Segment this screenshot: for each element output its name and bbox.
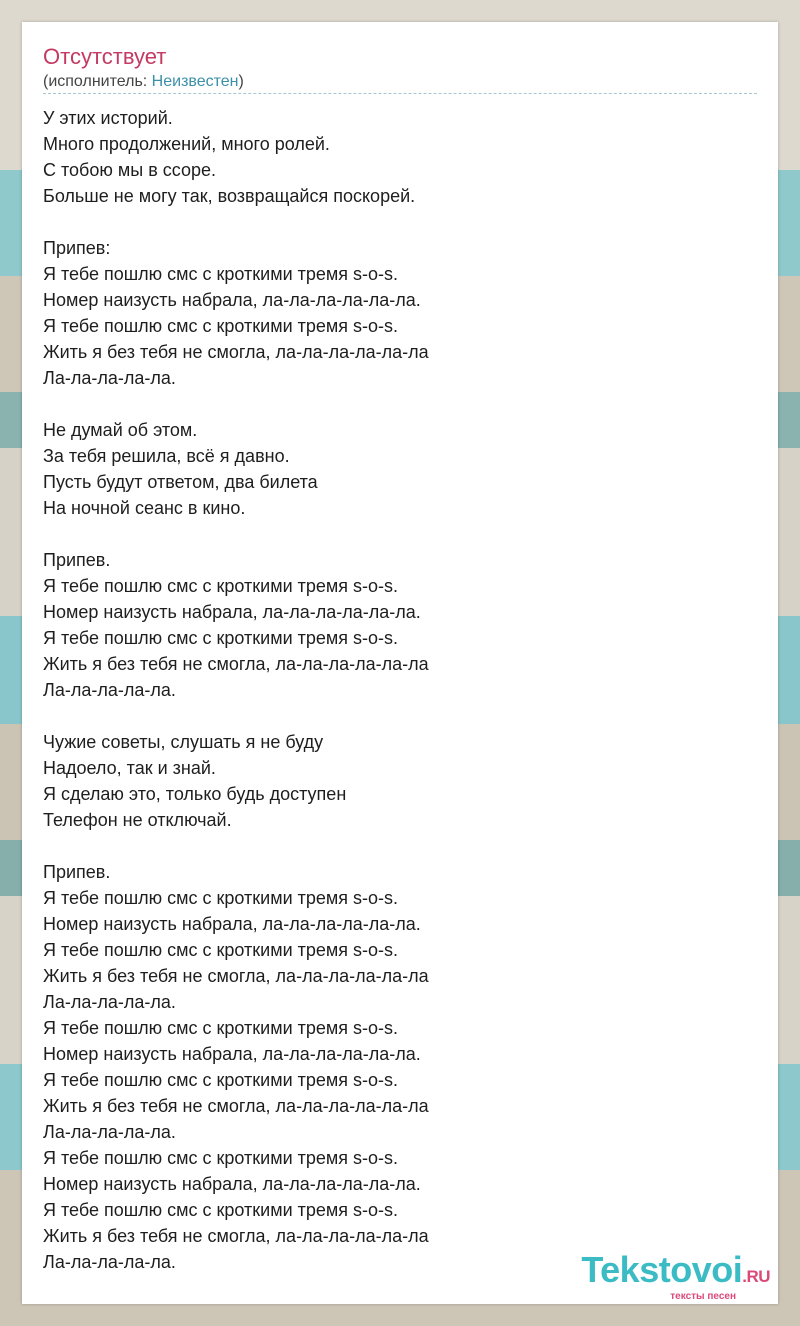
artist-suffix: )	[238, 73, 244, 90]
lyrics-card	[22, 22, 778, 1304]
lyrics-line: Я тебе пошлю смс с кроткими тремя s-o-s.	[43, 316, 399, 336]
lyrics-stanza	[43, 417, 743, 521]
lyrics-line: Жить я без тебя не смогла, ла-ла-ла-ла-ла-ла	[43, 1226, 429, 1246]
lyrics-line: Ла-ла-ла-ла-ла.	[43, 680, 176, 700]
lyrics-line: Жить я без тебя не смогла, ла-ла-ла-ла-ла-ла	[43, 654, 429, 674]
lyrics-line: Много продолжений, много ролей.	[43, 134, 330, 154]
lyrics-line: Больше не могу так, возвращайся поскорей.	[43, 186, 416, 206]
lyrics-line: Надоело, так и знай.	[43, 758, 216, 778]
lyrics-line: Я тебе пошлю смс с кроткими тремя s-o-s.	[43, 1070, 399, 1090]
lyrics-line: Номер наизусть набрала, ла-ла-ла-ла-ла-ла.	[43, 1174, 421, 1194]
lyrics-line: Я тебе пошлю смс с кроткими тремя s-o-s.	[43, 1018, 399, 1038]
lyrics-stanza	[43, 859, 743, 1275]
lyrics-line: Я тебе пошлю смс с кроткими тремя s-o-s.	[43, 940, 399, 960]
artist-line	[43, 73, 244, 91]
artist-prefix: (исполнитель:	[43, 73, 152, 90]
lyrics-line: Ла-ла-ла-ла-ла.	[43, 1252, 176, 1272]
lyrics-stanza	[43, 105, 743, 209]
lyrics-line: Номер наизусть набрала, ла-ла-ла-ла-ла-ла.	[43, 1044, 421, 1064]
lyrics-body	[43, 105, 743, 1301]
lyrics-stanza	[43, 729, 743, 833]
logo-tld: .RU	[742, 1267, 770, 1286]
lyrics-stanza	[43, 235, 743, 391]
lyrics-line: Не думай об этом.	[43, 420, 198, 440]
lyrics-line: С тобою мы в ссоре.	[43, 160, 216, 180]
lyrics-line: Припев.	[43, 550, 111, 570]
lyrics-line: Ла-ла-ла-ла-ла.	[43, 992, 176, 1012]
lyrics-line: Ла-ла-ла-ла-ла.	[43, 368, 176, 388]
lyrics-line: Я тебе пошлю смс с кроткими тремя s-o-s.	[43, 576, 399, 596]
lyrics-line: Припев.	[43, 862, 111, 882]
logo-name: Tekstovoi	[581, 1249, 743, 1290]
logo-tagline: тексты песен	[670, 1291, 736, 1302]
lyrics-line: Ла-ла-ла-ла-ла.	[43, 1122, 176, 1142]
lyrics-line: Телефон не отключай.	[43, 810, 232, 830]
site-logo[interactable]	[581, 1249, 770, 1302]
song-title: Отсутствует	[43, 44, 167, 69]
lyrics-line: Номер наизусть набрала, ла-ла-ла-ла-ла-ла.	[43, 914, 421, 934]
lyrics-line: За тебя решила, всё я давно.	[43, 446, 290, 466]
artist-link[interactable]: Неизвестен	[151, 73, 239, 90]
lyrics-line: Я тебе пошлю смс с кроткими тремя s-o-s.	[43, 264, 399, 284]
lyrics-line: Я сделаю это, только будь доступен	[43, 784, 347, 804]
lyrics-line: Номер наизусть набрала, ла-ла-ла-ла-ла-ла.	[43, 290, 421, 310]
lyrics-line: Жить я без тебя не смогла, ла-ла-ла-ла-ла-ла	[43, 1096, 429, 1116]
lyrics-line: Я тебе пошлю смс с кроткими тремя s-o-s.	[43, 888, 399, 908]
lyrics-line: На ночной сеанс в кино.	[43, 498, 246, 518]
lyrics-line: Жить я без тебя не смогла, ла-ла-ла-ла-ла-ла	[43, 966, 429, 986]
lyrics-line: У этих историй.	[43, 108, 173, 128]
lyrics-line: Я тебе пошлю смс с кроткими тремя s-o-s.	[43, 1148, 399, 1168]
lyrics-line: Пусть будут ответом, два билета	[43, 472, 318, 492]
lyrics-line: Жить я без тебя не смогла, ла-ла-ла-ла-ла-ла	[43, 342, 429, 362]
header-divider	[43, 93, 757, 94]
lyrics-line: Я тебе пошлю смс с кроткими тремя s-o-s.	[43, 628, 399, 648]
lyrics-line: Я тебе пошлю смс с кроткими тремя s-o-s.	[43, 1200, 399, 1220]
lyrics-stanza	[43, 547, 743, 703]
lyrics-line: Номер наизусть набрала, ла-ла-ла-ла-ла-ла.	[43, 602, 421, 622]
lyrics-line: Припев:	[43, 238, 111, 258]
lyrics-line: Чужие советы, слушать я не буду	[43, 732, 324, 752]
